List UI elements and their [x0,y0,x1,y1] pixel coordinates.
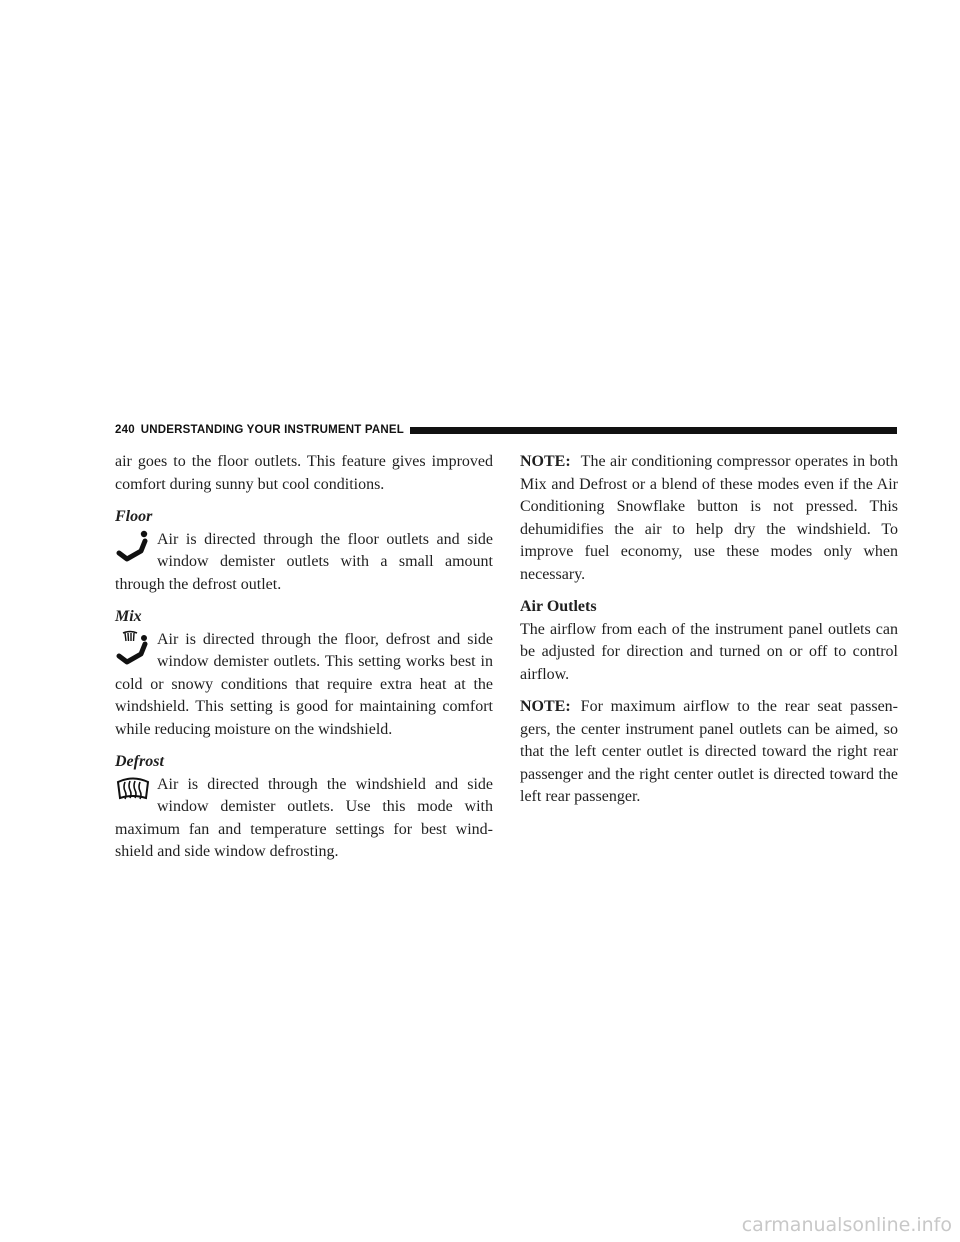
note-airflow [520,696,898,809]
page-number: 240 [115,424,135,436]
right-column [520,451,898,809]
floor-heading: Floor [115,508,153,525]
section-title: UNDERSTANDING YOUR INSTRUMENT PANEL [140,424,404,436]
mix-mode-icon [115,629,153,669]
defrost-mode-icon [115,774,153,814]
watermark: carmanualsonline.info [741,1214,952,1236]
note-airflow-text: For maximum airflow to the rear seat passen-gers, the center instrument panel outlets can be aimed, so that the left center outlet is directed toward the right rear passenger and the right center outlet is directed toward the left rear passenger. [520,698,898,805]
defrost-heading: Defrost [115,753,164,770]
note-label: NOTE: [520,698,571,715]
note-label: NOTE: [520,453,571,470]
page-header [115,423,897,437]
defrost-mode-description [115,774,493,864]
air-outlets-text: The airflow from each of the instrument panel outlets can be adjusted for direction and turned on or off to control airflow. [520,620,898,683]
mix-mode-text: Air is directed through the floor, defrost and side window demister outlets. This setting works best in cold or snowy conditions that require extra heat at the windshield. This setting is good for maintaining comfort while reducing moisture on the windshield. [115,630,493,738]
floor-mode-text: Air is directed through the floor outlets and side window demister outlets with a small amount through the defrost outlet. [115,530,493,593]
floor-mode-icon [115,529,153,569]
intro-paragraph: air goes to the floor outlets. This feature gives improved comfort during sunny but cool conditions. [115,453,493,493]
defrost-mode-text: Air is directed through the windshield and side window demister outlets. Use this mode with maximum fan and temperature settings for best wind-shield and side window defrosting. [115,775,493,860]
floor-mode-description [115,529,493,597]
note-compressor [520,451,898,586]
mix-heading: Mix [115,608,142,625]
air-outlets-heading: Air Outlets [520,598,597,615]
mix-mode-description [115,629,493,742]
note-compressor-text: The air conditioning compressor operates in both Mix and Defrost or a blend of these modes even if the Air Conditioning Snowflake button is not pressed. This dehumidifies the air to help dry the windshield. To improve fuel economy, use these modes only when necessary. [520,453,898,583]
header-rule [410,427,897,434]
left-column [115,451,493,864]
